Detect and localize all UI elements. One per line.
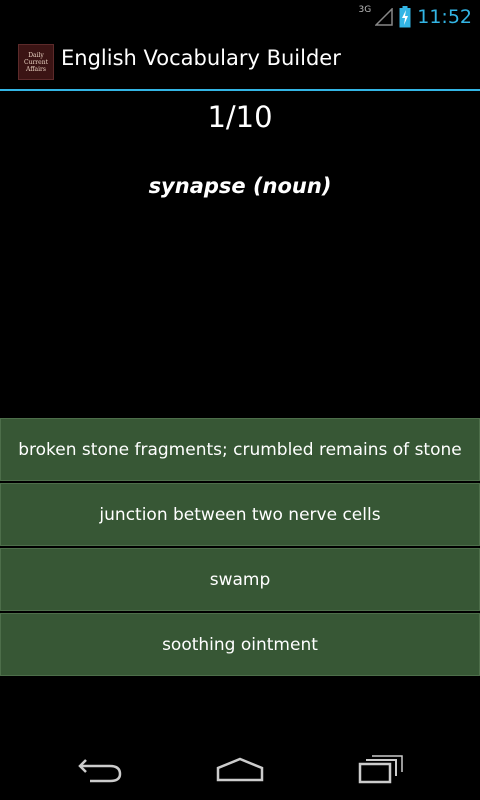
quiz-word: synapse (noun) (148, 174, 332, 198)
status-icons (359, 0, 472, 33)
logo-text-line: Current (23, 58, 49, 66)
logo-text-line: Affairs (26, 65, 46, 73)
question-counter: 1/10 (207, 100, 273, 134)
action-bar-divider (0, 89, 480, 91)
recent-apps-icon (352, 750, 412, 786)
back-button[interactable] (70, 750, 130, 786)
answer-option-2[interactable]: junction between two nerve cells (0, 483, 480, 546)
back-icon (70, 750, 130, 786)
logo-text-line: Daily (28, 51, 44, 59)
home-icon (210, 750, 270, 786)
answer-option-4[interactable]: soothing ointment (0, 613, 480, 676)
answer-option-3[interactable]: swamp (0, 548, 480, 611)
home-button[interactable] (210, 750, 270, 786)
clock: 11:52 (417, 5, 472, 28)
status-bar (0, 0, 480, 33)
signal-icon (375, 8, 393, 26)
battery-charging-icon (399, 6, 411, 28)
app-logo[interactable] (18, 44, 54, 80)
recent-apps-button[interactable] (352, 750, 412, 786)
network-type-label: 3G (358, 4, 372, 15)
answer-option-1[interactable]: broken stone fragments; crumbled remains of stone (0, 418, 480, 481)
navigation-bar (0, 736, 480, 800)
app-title: English Vocabulary Builder (61, 46, 341, 70)
answer-options (0, 418, 480, 678)
